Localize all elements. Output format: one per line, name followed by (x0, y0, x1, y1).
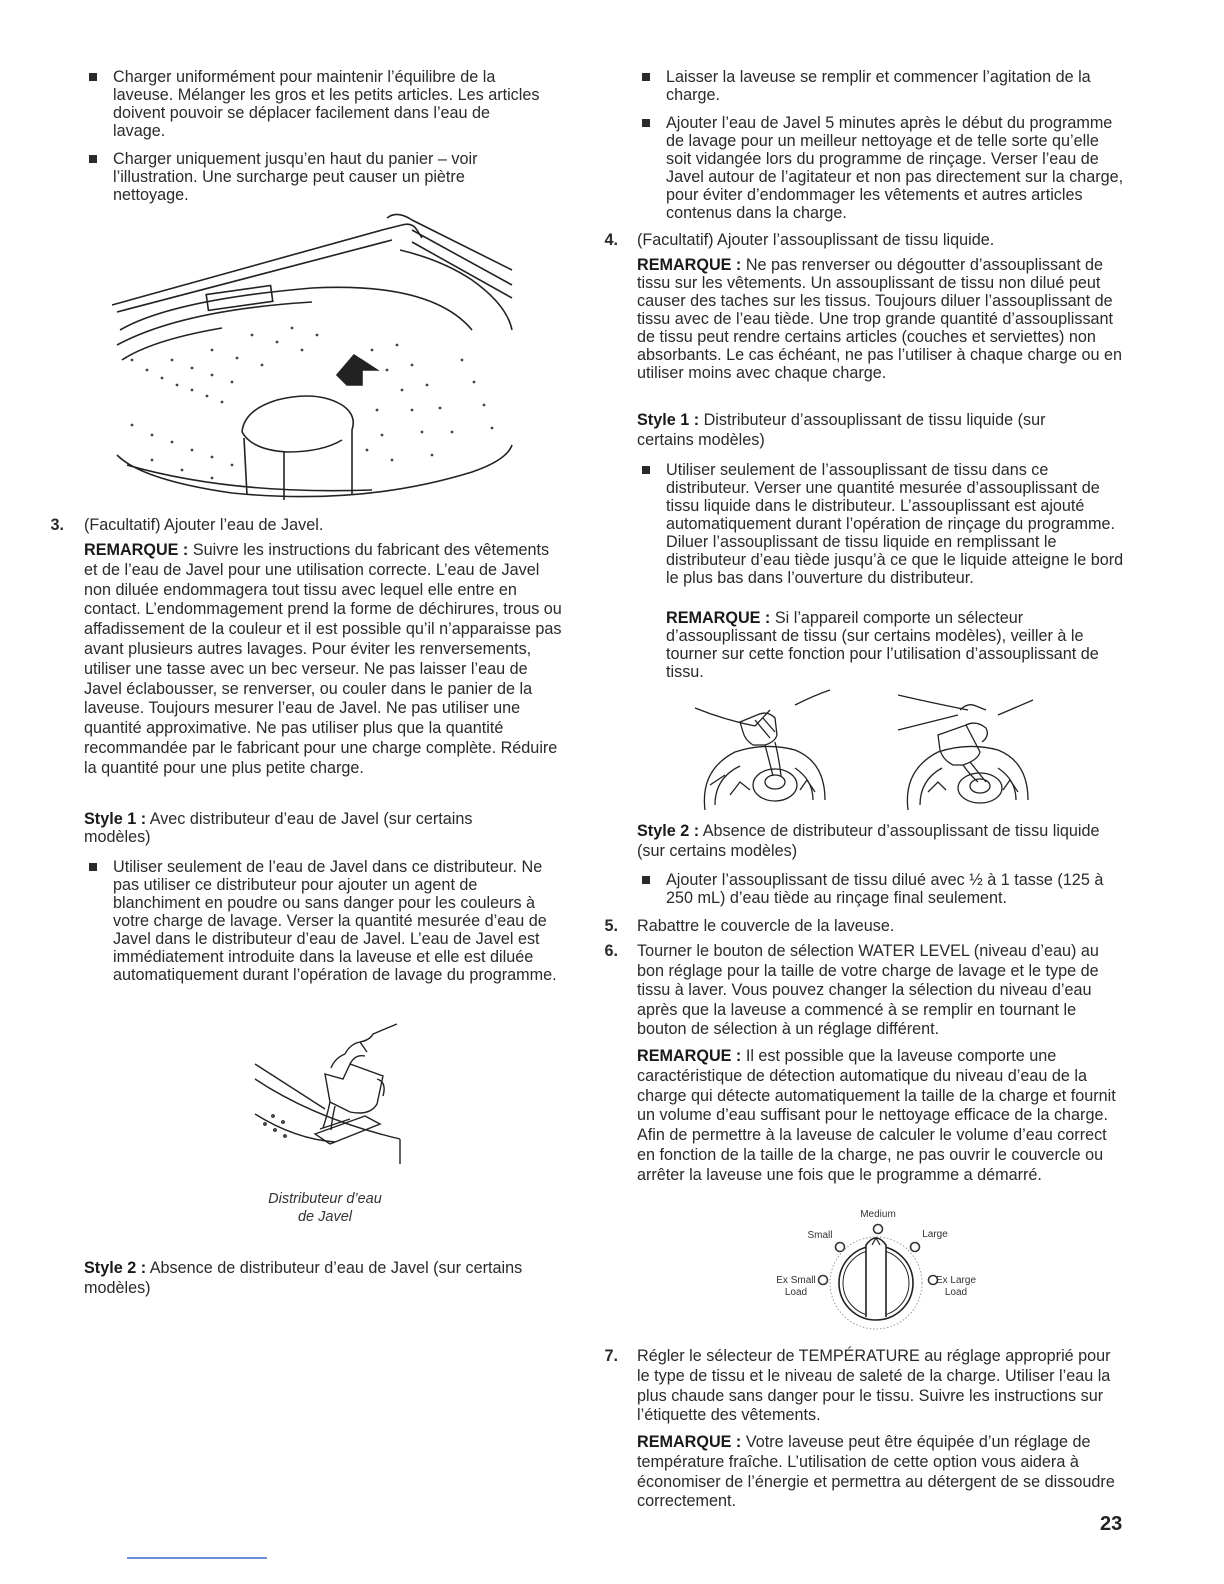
list-item: Utiliser seulement de l’eau de Javel dans ce distributeur. Ne pas utiliser ce distributeur pour ajouter un agent de blanchiment en poudre ou sans danger pour les couleurs à votre charge de lavage. Verser la quantité mesurée d’eau de Javel dans le distributeur d’eau de Javel. L’eau de Javel est immédiatement introduite dans la laveuse et elle est diluée automatiquement durant l’opération de lavage du programme. (113, 858, 568, 984)
dial-label-ex-small-load: Load (784, 1287, 808, 1298)
dial-label-ex-large-load: Load (944, 1287, 968, 1298)
bleach-dispenser-illustration (255, 1024, 405, 1164)
step-3-text: (Facultatif) Ajouter l’eau de Javel. (84, 516, 324, 534)
step-number: 6. (604, 942, 618, 960)
page-number: 23 (1100, 1513, 1123, 1535)
list-item: Utiliser seulement de l’assouplissant de tissu dans ce distributeur. Verser une quantité mesurée d’assouplissant de tissu liquide dans le distributeur. L’assouplissant est ajouté automatiquement durant l’opération de rinçage du programme. Diluer l’assouplissant de tissu liquide en remplissant le distributeur d’eau tiède jusqu’à ce que le liquide atteigne le bord le plus bas dans l’ouverture du distributeur. (666, 461, 1126, 587)
list-item: Ajouter l’eau de Javel 5 minutes après le début du programme de lavage pour un meilleur nettoyage et de telle sorte qu’elle soit vidangée lors du programme de rinçage. Verser l’eau de Javel autour de l’agitateur et non pas directement sur la charge, pour éviter d’endommager les vêtements et autres articles contenus dans la charge. (666, 114, 1126, 222)
softener-pour-illustration (695, 690, 835, 810)
remarque-paragraph: REMARQUE : Ne pas renverser ou dégoutter d’assouplissant de tissu sur les vêtements. Un assouplissant de tissu non dilué peut causer des taches sur les tissus. Toujours diluer l’assouplissant de tissu avec de l’eau tiède. Une trop grande quantité d’assouplissant de tissu peut rendre certains articles (couches et serviettes) non absorbants. Le cas échéant, ne pas l’utiliser à chaque charge ou en utiliser moins avec chaque charge. (637, 256, 1123, 382)
illustration-caption: Distributeur d’eau de Javel (268, 1191, 382, 1225)
step-number: 3. (50, 516, 64, 534)
list-item: Charger uniquement jusqu’en haut du panier – voir l’illustration. Une surcharge peut causer un piètre nettoyage. (113, 150, 533, 204)
dial-label-ex-small: Ex Small (776, 1275, 816, 1286)
step-number: 4. (604, 231, 618, 249)
softener-pour-illustration (898, 690, 1038, 810)
dial-label-large: Large (922, 1229, 948, 1240)
dial-label-medium: Medium (860, 1209, 896, 1220)
remarque-paragraph: REMARQUE : Votre laveuse peut être équipée d’un réglage de température fraîche. L’utilisation de cette option vous aidera à économiser de l’énergie et permettra au détergent de se dissoudre correctement. (637, 1433, 1115, 1511)
step-number: 7. (604, 1347, 618, 1365)
step-4-text: (Facultatif) Ajouter l’assouplissant de tissu liquide. (637, 231, 995, 249)
style-1-heading: Style 1 : Distributeur d’assouplissant de tissu liquide (sur certains modèles) (637, 411, 1046, 449)
remarque-paragraph: REMARQUE : Suivre les instructions du fabricant des vêtements et de l’eau de Javel pour une utilisation correcte. L’eau de Javel non diluée endommagera tout tissu avec lequel elle entre en contact. L’endommagement prend la forme de déchirures, trous ou affadissement de la couleur et il est possible qu’il n’apparaisse pas avant plusieurs autres lavages. Pour éviter les renversements, utiliser une tasse avec un bec verseur. Ne pas laisser l’eau de Javel éclabousser, se renverser, ou couler dans le panier de la laveuse. Toujours mesurer l’eau de Javel. Ne pas utiliser une quantité approximative. Ne pas utiliser plus que la quantité recommandée par le fabricant pour une charge complète. Réduire la quantité pour une plus petite charge. (84, 541, 562, 777)
dial-label-small: Small (807, 1230, 833, 1241)
step-number: 5. (604, 917, 618, 935)
dial-label-ex-large: Ex Large (935, 1275, 977, 1286)
remarque-paragraph: REMARQUE : Il est possible que la laveuse comporte une caractéristique de détection automatique du niveau d’eau de la charge qui détecte automatiquement la taille de la charge et fournit un volume d’eau suffisant pour le nettoyage efficace de la charge. Afin de permettre à la laveuse de calculer le volume d’eau correct en fonction de la taille de la charge, ne pas ouvrir le couvercle ou arrêter la laveuse une fois que le programme a démarré. (637, 1047, 1116, 1184)
step-5-text: Rabattre le couvercle de la laveuse. (637, 917, 895, 935)
style-2-heading: Style 2 : Absence de distributeur d’eau de Javel (sur certains modèles) (84, 1259, 523, 1297)
water-level-dial (770, 1205, 977, 1330)
footer-divider (127, 1557, 267, 1559)
step-7-text: Régler le sélecteur de TEMPÉRATURE au réglage approprié pour le type de tissu et le niveau de saleté de la charge. Utiliser l’eau la plus chaude sans danger pour le tissu. Suivre les instructions sur l’étiquette des vêtements. (637, 1347, 1111, 1425)
washer-basket-illustration (112, 210, 517, 500)
step-6-text: Tourner le bouton de sélection WATER LEVEL (niveau d’eau) au bon réglage pour la taille de votre charge de lavage et le type de tissu à laver. Vous pouvez changer la sélection du niveau d’eau après que la laveuse a commencé à se remplir en tournant le bouton de sélection à un réglage différent. (637, 942, 1099, 1039)
remarque-paragraph: REMARQUE : Si l’appareil comporte un sélecteur d’assouplissant de tissu (sur certains modèles), veiller à le tourner sur cette fonction pour l’utilisation d’assouplissant de tissu. (666, 609, 1099, 681)
style-2-heading: Style 2 : Absence de distributeur d’assouplissant de tissu liquide (sur certains modèles) (637, 822, 1100, 860)
list-item: Laisser la laveuse se remplir et commencer l’agitation de la charge. (666, 68, 1106, 104)
list-item: Charger uniformément pour maintenir l’équilibre de la laveuse. Mélanger les gros et les petits articles. Les articles doivent pouvoir se déplacer facilement dans l’eau de lavage. (113, 68, 543, 140)
style-1-heading: Style 1 : Avec distributeur d’eau de Javel (sur certains modèles) (84, 810, 473, 846)
list-item: Ajouter l’assouplissant de tissu dilué avec ½ à 1 tasse (125 à 250 mL) d’eau tiède au rinçage final seulement. (666, 871, 1106, 907)
